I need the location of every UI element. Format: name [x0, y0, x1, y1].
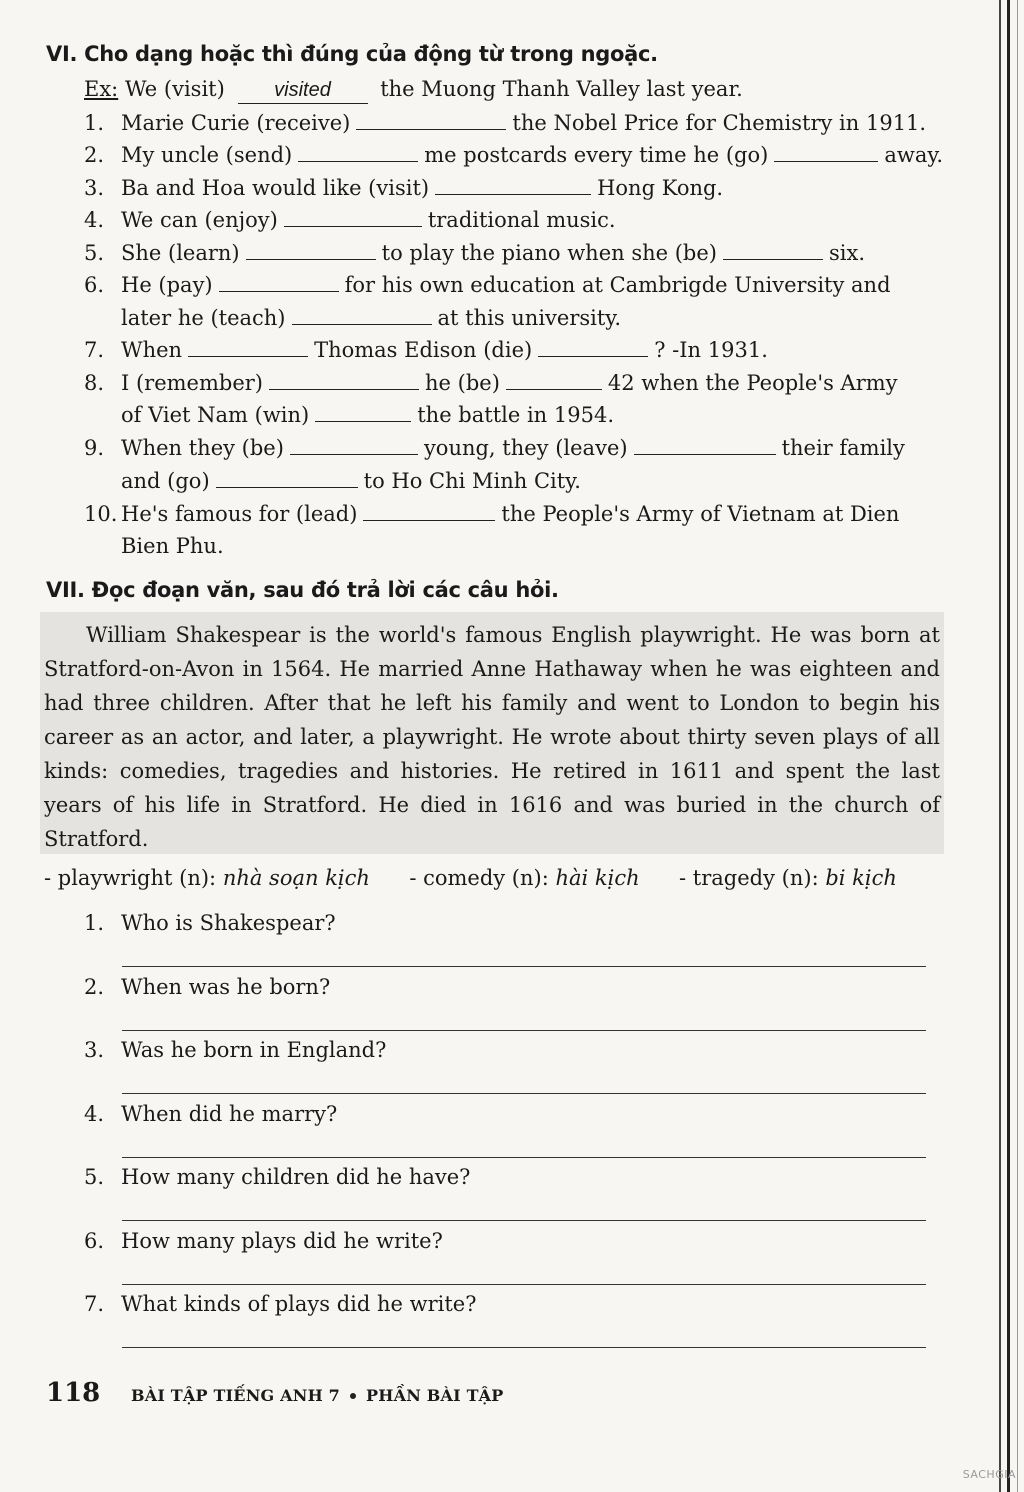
- answer-blank[interactable]: [246, 241, 376, 260]
- item-number: 10.: [84, 502, 118, 526]
- vocab-meaning-3: bi kịch: [825, 866, 897, 890]
- vocab-meaning-1: nhà soạn kịch: [222, 866, 370, 890]
- exercise-line: [121, 142, 943, 168]
- exercise-text: young, they (leave): [423, 436, 628, 460]
- item-number: 3.: [84, 176, 105, 200]
- exercise-line: [121, 337, 768, 363]
- vocab-meaning-2: hài kịch: [555, 866, 640, 890]
- question-text: What kinds of plays did he write?: [121, 1292, 477, 1316]
- question-text: When did he marry?: [121, 1101, 338, 1126]
- exercise-line: [121, 435, 905, 461]
- exercise-text: He (pay): [121, 273, 213, 297]
- section-6-title: VI. Cho dạng hoặc thì đúng của động từ trong ngoặc.: [46, 42, 658, 66]
- exercise-line: [121, 402, 614, 428]
- vocab-line: [44, 866, 897, 890]
- answer-blank[interactable]: [506, 371, 602, 390]
- item-number: 8.: [84, 371, 105, 395]
- vocab-term-2: - comedy (n):: [409, 866, 549, 890]
- item-number: 2.: [84, 143, 105, 167]
- answer-blank[interactable]: [216, 469, 358, 488]
- answer-blank[interactable]: [634, 436, 776, 455]
- answer-blank[interactable]: [290, 436, 418, 455]
- question-text: How many children did he have?: [121, 1165, 471, 1189]
- exercise-text: away.: [884, 143, 944, 167]
- page-number: 118: [46, 1378, 101, 1408]
- question-number: 5.: [84, 1165, 105, 1189]
- exercise-text: 42 when the People's Army: [607, 371, 898, 395]
- answer-blank[interactable]: [269, 371, 419, 390]
- example-label: Ex:: [84, 77, 119, 101]
- vocab-term-3: - tragedy (n):: [679, 866, 819, 890]
- question-number: 1.: [84, 911, 105, 935]
- answer-blank[interactable]: [292, 306, 432, 325]
- item-number: 6.: [84, 273, 105, 297]
- exercise-line: [121, 501, 899, 527]
- exercise-text: My uncle (send): [121, 143, 293, 167]
- question-text: Was he born in England?: [121, 1038, 387, 1062]
- answer-line[interactable]: [122, 1093, 926, 1094]
- exercise-line: [121, 533, 224, 559]
- exercise-text: their family: [781, 436, 905, 460]
- answer-blank[interactable]: [363, 502, 495, 521]
- exercise-line: [121, 370, 898, 396]
- question-number: 3.: [84, 1038, 105, 1062]
- exercise-text: Bien Phu.: [121, 534, 224, 558]
- question-text: How many plays did he write?: [121, 1228, 443, 1253]
- exercise-text: to Ho Chi Minh City.: [363, 469, 581, 493]
- question-number: 7.: [84, 1292, 105, 1316]
- exercise-text: me postcards every time he (go): [424, 143, 769, 167]
- exercise-text: Thomas Edison (die): [314, 338, 533, 362]
- exercise-line: [121, 207, 616, 233]
- exercise-text: the People's Army of Vietnam at Dien: [501, 502, 900, 526]
- question-number: 6.: [84, 1228, 105, 1253]
- answer-blank[interactable]: [315, 403, 411, 422]
- question-text: When was he born?: [121, 974, 331, 999]
- answer-line[interactable]: [122, 966, 926, 967]
- item-number: 5.: [84, 241, 105, 265]
- exercise-text: He's famous for (lead): [121, 502, 358, 526]
- answer-line[interactable]: [122, 1284, 926, 1285]
- answer-blank[interactable]: [774, 143, 878, 162]
- answer-blank[interactable]: [188, 338, 308, 357]
- answer-blank[interactable]: [435, 176, 591, 195]
- reading-passage: William Shakespear is the world's famous English playwright. He was born at Stratford-on-Avon in 1564. He married Anne Hathaway when he was eighteen and had three children. After that he left his family and went to London to begin his career as an actor, and later, a playwright. He wrote about thirty seven plays of all kinds: comedies, tragedies and histories. He retired in 1611 and spent the last years of his life in Stratford. He died in 1616 and was buried in the church of Stratford.: [44, 623, 940, 851]
- exercise-text: We can (enjoy): [121, 208, 278, 232]
- exercise-text: She (learn): [121, 241, 240, 265]
- answer-blank[interactable]: [219, 273, 339, 292]
- item-number: 4.: [84, 208, 105, 232]
- exercise-text: When: [121, 338, 183, 362]
- item-number: 1.: [84, 111, 105, 135]
- vocab-term-1: - playwright (n):: [44, 866, 217, 890]
- book-part: PHẦN BÀI TẬP: [366, 1386, 504, 1405]
- page-edge-line: [1017, 0, 1018, 1492]
- answer-line[interactable]: [122, 1220, 926, 1221]
- answer-blank[interactable]: [356, 111, 506, 130]
- exercise-line: [121, 272, 891, 298]
- bullet-icon: [350, 1393, 356, 1399]
- exercise-text: When they (be): [121, 436, 284, 460]
- answer-line[interactable]: [122, 1347, 926, 1348]
- item-number: 7.: [84, 338, 105, 362]
- exercise-line: [121, 305, 621, 331]
- question-text: Who is Shakespear?: [121, 911, 336, 935]
- page-edge: [999, 0, 1010, 1492]
- answer-line[interactable]: [122, 1157, 926, 1158]
- example-before: We (visit): [124, 77, 225, 101]
- exercise-text: ? -In 1931.: [654, 338, 768, 362]
- answer-blank[interactable]: [723, 241, 823, 260]
- footer-title: [131, 1386, 504, 1405]
- exercise-text: I (remember): [121, 371, 263, 395]
- answer-line[interactable]: [122, 1030, 926, 1031]
- exercise-text: the Nobel Price for Chemistry in 1911.: [512, 111, 927, 135]
- exercise-text: for his own education at Cambrigde University and: [344, 273, 891, 297]
- exercise-text: at this university.: [437, 306, 622, 330]
- exercise-text: he (be): [425, 371, 500, 395]
- exercise-text: to play the piano when she (be): [381, 241, 717, 265]
- example-after: the Muong Thanh Valley last year.: [380, 77, 743, 101]
- example-line: [84, 76, 743, 104]
- item-number: 9.: [84, 436, 105, 460]
- example-answer: visited: [238, 77, 368, 104]
- watermark: SACHGIA: [962, 1468, 1016, 1481]
- exercise-line: [121, 468, 581, 494]
- exercise-text: the battle in 1954.: [417, 403, 614, 427]
- exercise-text: six.: [829, 241, 866, 265]
- answer-blank[interactable]: [284, 208, 422, 227]
- exercise-text: Marie Curie (receive): [121, 111, 351, 135]
- exercise-line: [121, 240, 865, 266]
- exercise-text: and (go): [121, 469, 210, 493]
- exercise-line: [121, 110, 926, 136]
- section-7-title: VII. Đọc đoạn văn, sau đó trả lời các câu hỏi.: [46, 578, 559, 602]
- exercise-text: Hong Kong.: [597, 176, 724, 200]
- question-number: 4.: [84, 1101, 105, 1126]
- question-number: 2.: [84, 974, 105, 999]
- answer-blank[interactable]: [538, 338, 648, 357]
- reading-passage-box: [40, 612, 944, 854]
- answer-blank[interactable]: [298, 143, 418, 162]
- book-title: BÀI TẬP TIẾNG ANH 7: [131, 1386, 341, 1405]
- exercise-text: of Viet Nam (win): [121, 403, 310, 427]
- exercise-text: traditional music.: [427, 208, 616, 232]
- exercise-text: later he (teach): [121, 306, 286, 330]
- exercise-line: [121, 175, 723, 201]
- exercise-text: Ba and Hoa would like (visit): [121, 176, 430, 200]
